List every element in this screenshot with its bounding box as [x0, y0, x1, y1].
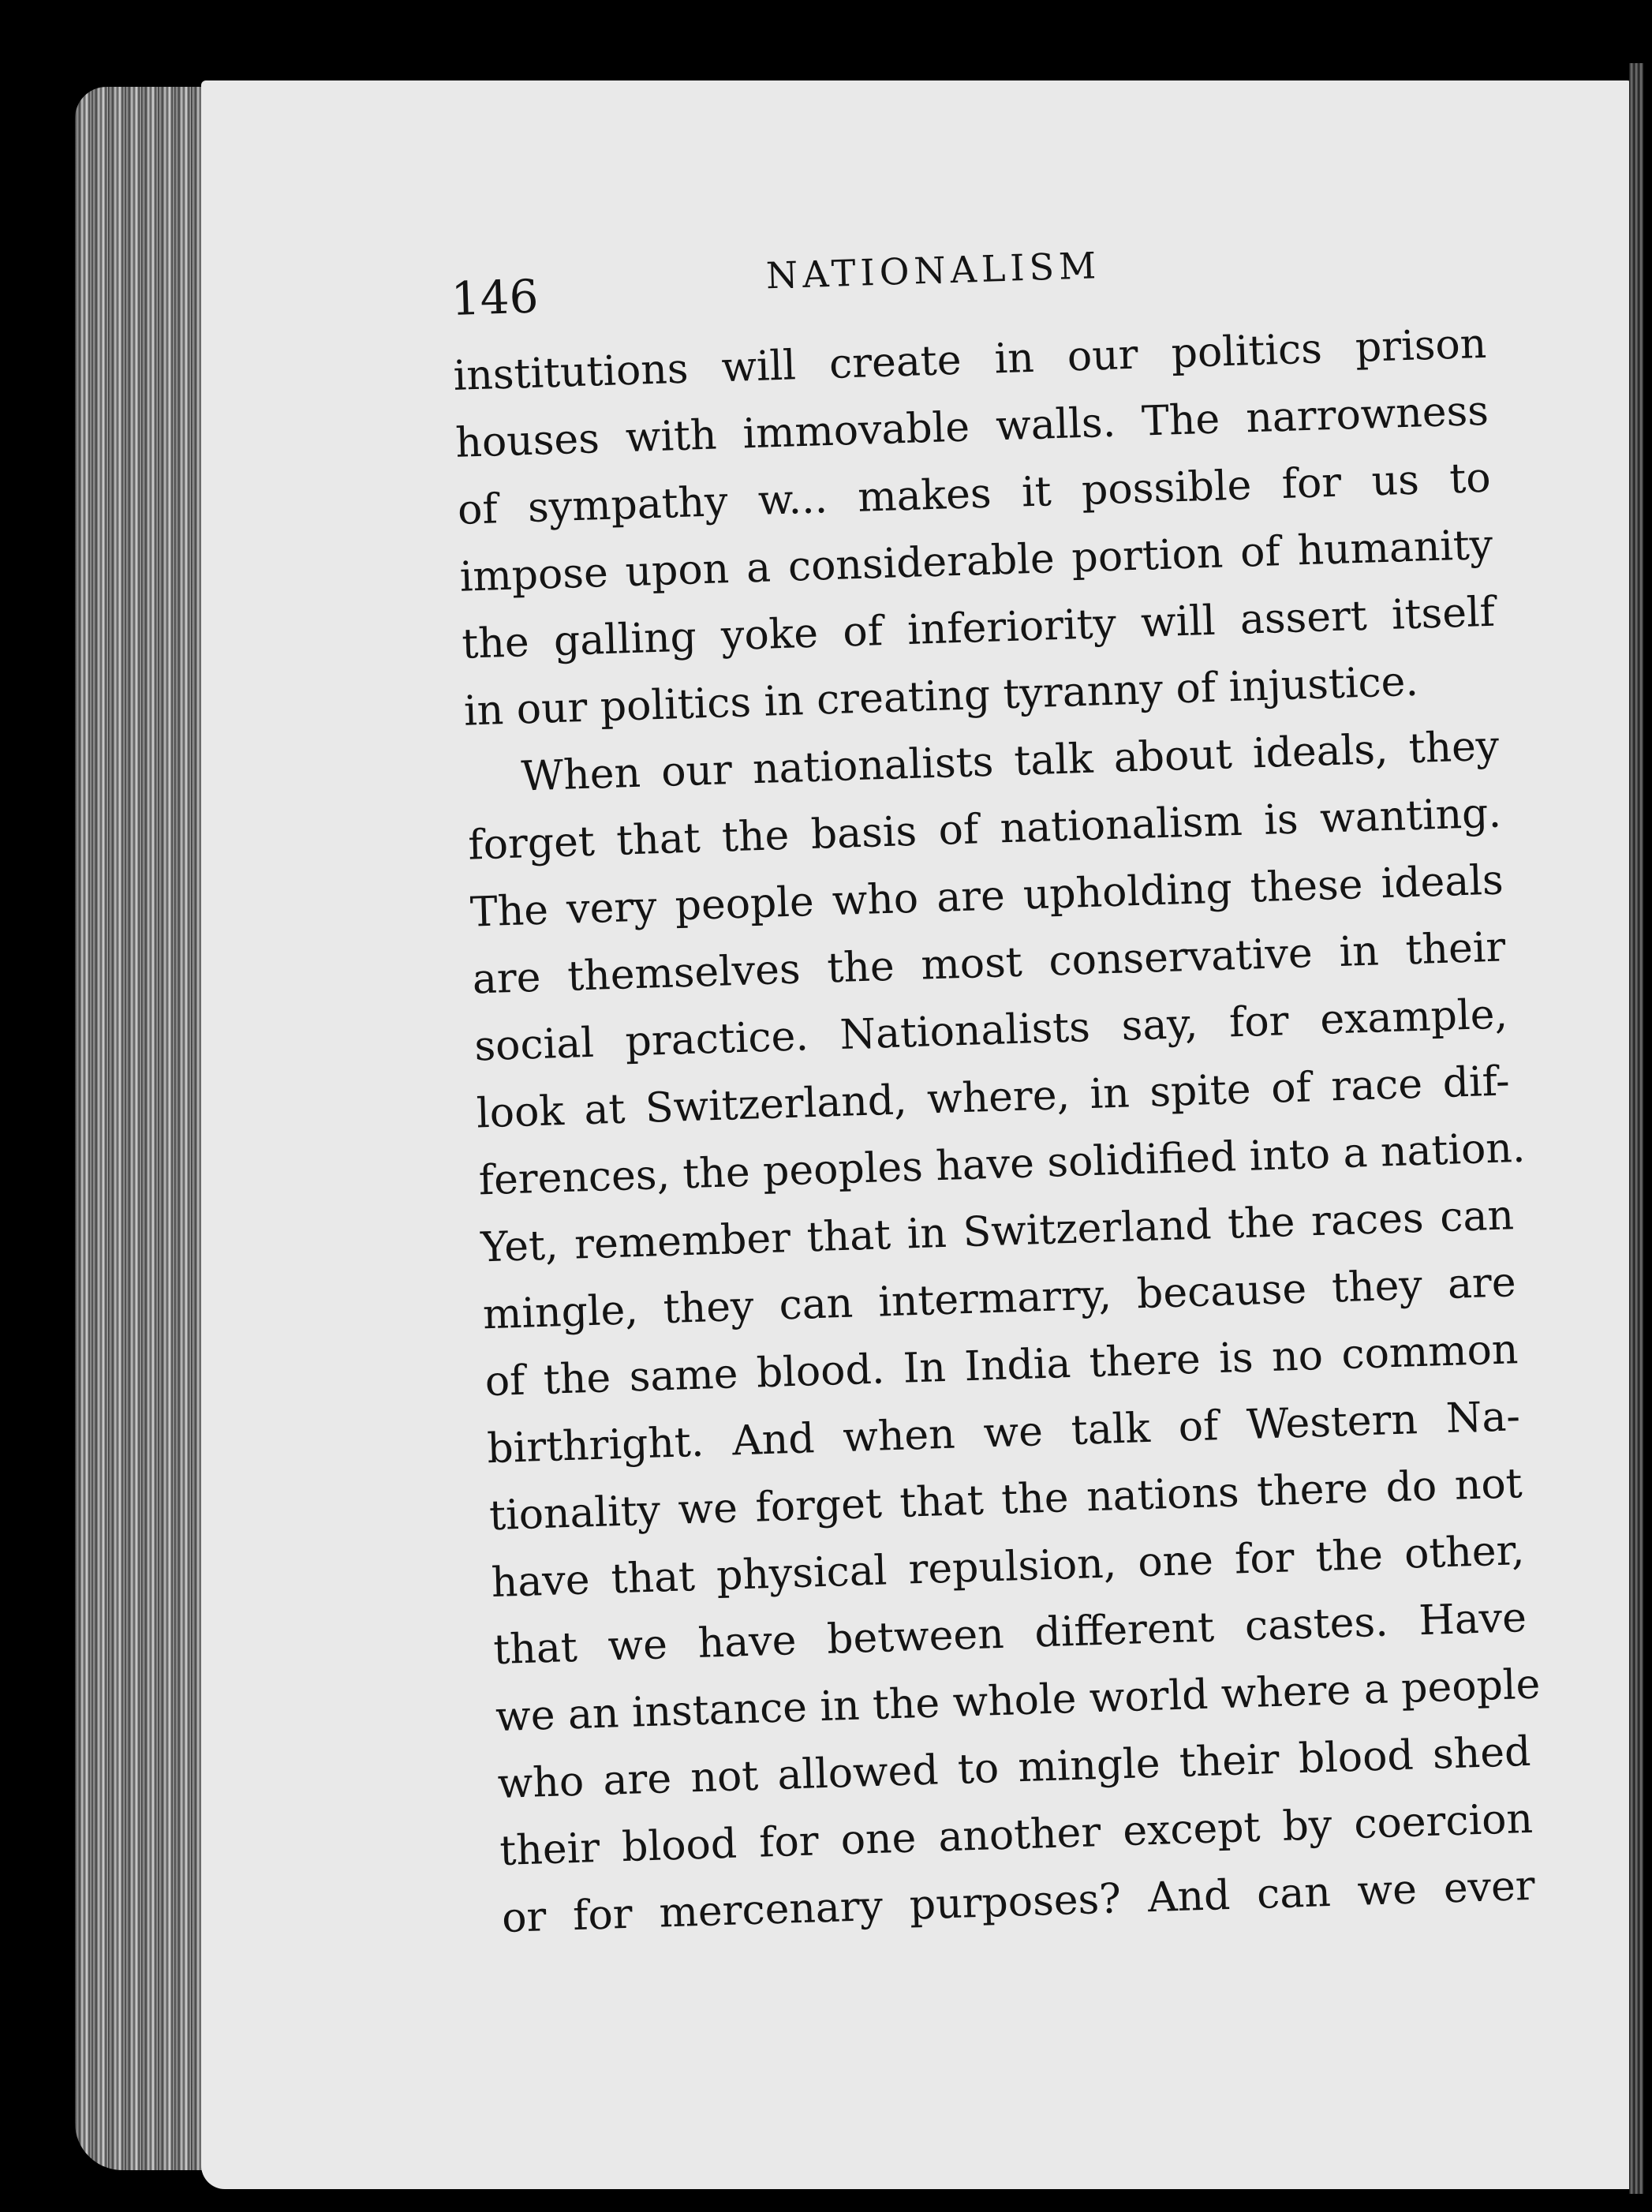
text-line: houses with immovable walls. The narrowness — [454, 387, 1489, 467]
text-line: mingle, they can intermarry, because they are — [482, 1259, 1517, 1339]
text-line: birthright. And when we talk of Western Na- — [486, 1393, 1521, 1473]
text-line: their blood for one another except by coercion — [499, 1795, 1534, 1875]
page-text-block — [450, 224, 1542, 1952]
text-line: social practice. Nationalists say, for example, — [473, 990, 1508, 1071]
text-line: or for mercenary purposes? And can we ever — [501, 1862, 1536, 1942]
text-line: impose upon a considerable portion of humanity — [458, 521, 1494, 601]
page-number: 146 — [450, 269, 540, 326]
text-line: Yet, remember that in Switzerland the races can — [480, 1192, 1515, 1272]
text-line: in our politics in creating tyranny of injustice. — [463, 657, 1419, 735]
text-line: of sympathy w... makes it possible for us to — [457, 454, 1492, 534]
text-line: we an instance in the whole world where a people — [495, 1660, 1542, 1742]
text-line: are themselves the most conservative in their — [471, 923, 1507, 1004]
text-line: ferences, the peoples have solidified into a nation. — [477, 1124, 1527, 1205]
text-line: tionality we forget that the nations there do not — [488, 1460, 1523, 1540]
text-line: institutions will create in our politics prison — [452, 320, 1488, 400]
text-line: the galling yoke of inferiority will assert itself — [461, 588, 1496, 668]
text-line: look at Switzerland, where, in spite of race dif- — [476, 1057, 1511, 1138]
book-right-edge — [1629, 63, 1643, 2194]
text-line: that we have between different castes. Have — [492, 1593, 1527, 1675]
paragraph-1 — [452, 311, 1497, 746]
text-line: When our nationalists talk about ideals, they — [520, 722, 1501, 801]
running-title: NATIONALISM — [765, 244, 1101, 298]
text-line: The very people who are upholding these ideals — [469, 856, 1504, 937]
text-line: have that physical repulsion, one for the other, — [490, 1527, 1526, 1608]
text-line: forget that the basis of nationalism is wanting. — [467, 789, 1502, 870]
paragraph-2 — [465, 713, 1542, 1952]
text-line: of the same blood. In India there is no common — [484, 1326, 1519, 1406]
text-line: who are not allowed to mingle their blood shed — [496, 1727, 1532, 1809]
